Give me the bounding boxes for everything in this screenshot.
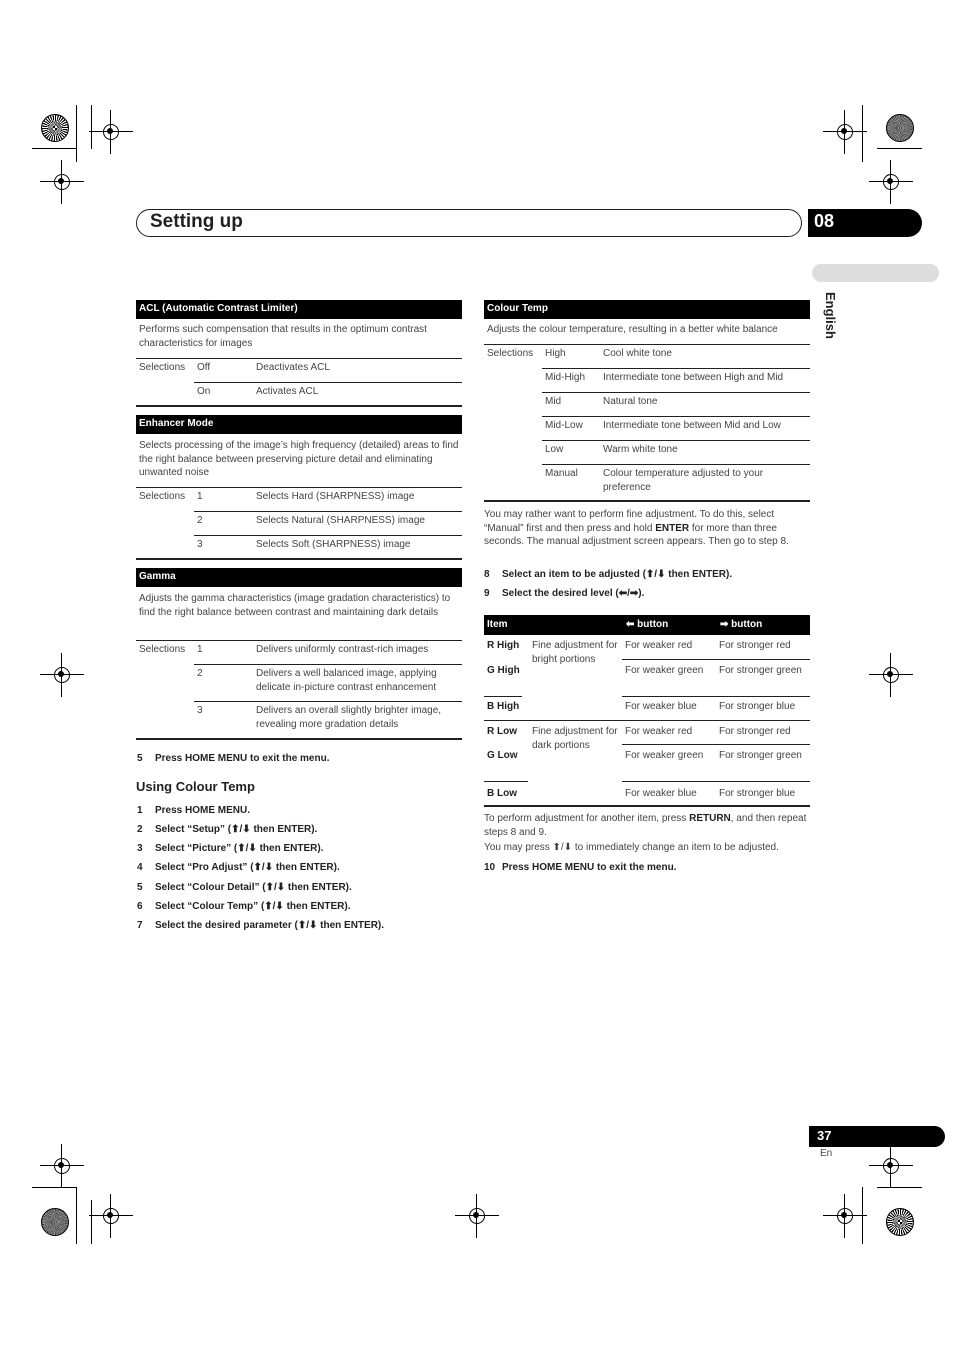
registration-mark-icon [831,118,859,146]
language-label: English [823,292,838,339]
adjust-right-value: For stronger green [719,665,802,676]
registration-mark-icon [97,1202,125,1230]
page-language: En [820,1148,833,1159]
registration-mark-icon [48,661,76,689]
colour-temp-option: Mid-High [545,372,586,383]
gamma-table-header: Gamma [136,568,462,587]
manual-adjust-paragraph: You may rather want to perform fine adjustment. To do this, select “Manual” first and then press and hold ENTER for more than three seconds. The manual adjustment screen appears. Then go to step 8. [484,509,789,547]
adjust-right-value: For stronger red [719,640,791,651]
registration-star-icon [41,1208,69,1236]
bright-portions-label: Fine adjustment for bright portions [532,640,618,665]
acl-table-header: ACL (Automatic Contrast Limiter) [136,300,462,319]
enhancer-table-header: Enhancer Mode [136,415,462,434]
step-item: 7 Select the desired parameter (⬆/⬇ then ENTER). [137,920,385,931]
enhancer-option-value: Selects Soft (SHARPNESS) image [256,539,411,550]
chapter-number: 08 [814,211,835,231]
acl-description: Performs such compensation that results in the optimum contrast characteristics for images [139,324,427,349]
step-5-exit: 5 Press HOME MENU to exit the menu. [137,753,330,764]
gamma-option: 3 [197,705,203,716]
adjust-right-value: For stronger blue [719,701,796,712]
registration-mark-icon [877,1152,905,1180]
adjust-left-value: For weaker green [625,750,704,761]
language-tab [812,264,939,282]
registration-star-icon [41,114,69,142]
chapter-badge [808,209,922,237]
registration-mark-icon [831,1202,859,1230]
repeat-paragraph: To perform adjustment for another item, press RETURN, and then repeat steps 8 and 9. [484,813,807,838]
colour-temp-option: Mid-Low [545,420,583,431]
adjust-right-value: For stronger red [719,726,791,737]
colour-temp-option: Manual [545,468,578,479]
colour-temp-option: High [545,348,566,359]
adjust-item: R Low [487,726,517,737]
page-number: 37 [817,1128,832,1143]
adjust-item: G Low [487,750,518,761]
adjust-left-value: For weaker blue [625,701,697,712]
adjust-left-value: For weaker green [625,665,704,676]
adjust-left-value: For weaker blue [625,788,697,799]
colour-temp-option: Low [545,444,564,455]
acl-selections-label: Selections [139,362,186,373]
adjust-item: G High [487,665,520,676]
gamma-option-value: Delivers an overall slightly brighter image, revealing more gradation details [256,705,442,730]
registration-mark-icon [48,168,76,196]
gamma-option-value: Delivers a well balanced image, applying delicate in-picture contrast enhancement [256,668,437,693]
step-item: 4 Select “Pro Adjust” (⬆/⬇ then ENTER). [137,862,340,873]
registration-mark-icon [97,118,125,146]
col-item: Item [487,619,508,630]
colour-temp-option-value: Cool white tone [603,348,672,359]
enhancer-option-value: Selects Natural (SHARPNESS) image [256,515,425,526]
colour-temp-option-value: Intermediate tone between Mid and Low [603,420,781,431]
acl-option: Off [197,362,211,373]
adjust-item: B Low [487,788,517,799]
adjust-right-value: For stronger green [719,750,802,761]
page-title: Setting up [150,211,243,232]
step-9: 9 Select the desired level (⬅/➡). [484,588,645,599]
step-item: 1 Press HOME MENU. [137,805,251,816]
colour-temp-option-value: Intermediate tone between High and Mid [603,372,784,383]
adjust-left-value: For weaker red [625,640,693,651]
step-item: 5 Select “Colour Detail” (⬆/⬇ then ENTER). [137,882,352,893]
enhancer-option-value: Selects Hard (SHARPNESS) image [256,491,415,502]
colour-temp-selections-label: Selections [487,348,534,359]
colour-temp-option-value: Natural tone [603,396,658,407]
registration-star-icon [886,114,914,142]
page-number-badge [809,1126,945,1147]
acl-option-value: Activates ACL [256,386,319,397]
enhancer-option: 3 [197,539,203,550]
registration-star-icon [886,1208,914,1236]
enhancer-option: 1 [197,491,203,502]
colour-temp-description: Adjusts the colour temperature, resulting in a better white balance [487,324,778,335]
registration-mark-icon [48,1152,76,1180]
enhancer-option: 2 [197,515,203,526]
adjust-item: B High [487,701,520,712]
step-item: 6 Select “Colour Temp” (⬆/⬇ then ENTER). [137,901,351,912]
step-10-exit: 10 Press HOME MENU to exit the menu. [484,862,677,873]
gamma-option: 1 [197,644,203,655]
gamma-option: 2 [197,668,203,679]
colour-temp-option: Mid [545,396,562,407]
acl-option: On [197,386,211,397]
section-heading-using-colour-temp: Using Colour Temp [136,779,255,794]
change-item-paragraph: You may press ⬆/⬇ to immediately change an item to be adjusted. [484,842,779,853]
colour-temp-option-value: Colour temperature adjusted to your preference [603,468,764,493]
enhancer-description: Selects processing of the image’s high frequency (detailed) areas to find the right balance between preserving picture detail and eliminating unwanted noise [139,440,459,478]
gamma-option-value: Delivers uniformly contrast-rich images [256,644,429,655]
col-left-button: ⬅ button [626,619,669,630]
adjust-table-header [484,615,810,635]
adjust-right-value: For stronger blue [719,788,796,799]
adjust-item: R High [487,640,520,651]
colour-temp-table-header: Colour Temp [484,300,810,319]
enhancer-selections-label: Selections [139,491,186,502]
registration-mark-icon [877,168,905,196]
step-8: 8 Select an item to be adjusted (⬆/⬇ then ENTER). [484,569,733,580]
gamma-description: Adjusts the gamma characteristics (image gradation characteristics) to find the right balance between contrast and maintaining dark details [139,593,451,618]
registration-mark-icon [463,1202,491,1230]
registration-mark-icon [877,661,905,689]
col-right-button: ➡ button [720,619,763,630]
step-item: 2 Select “Setup” (⬆/⬇ then ENTER). [137,824,318,835]
acl-option-value: Deactivates ACL [256,362,330,373]
colour-temp-option-value: Warm white tone [603,444,678,455]
adjust-left-value: For weaker red [625,726,693,737]
gamma-selections-label: Selections [139,644,186,655]
dark-portions-label: Fine adjustment for dark portions [532,726,618,751]
step-item: 3 Select “Picture” (⬆/⬇ then ENTER). [137,843,324,854]
